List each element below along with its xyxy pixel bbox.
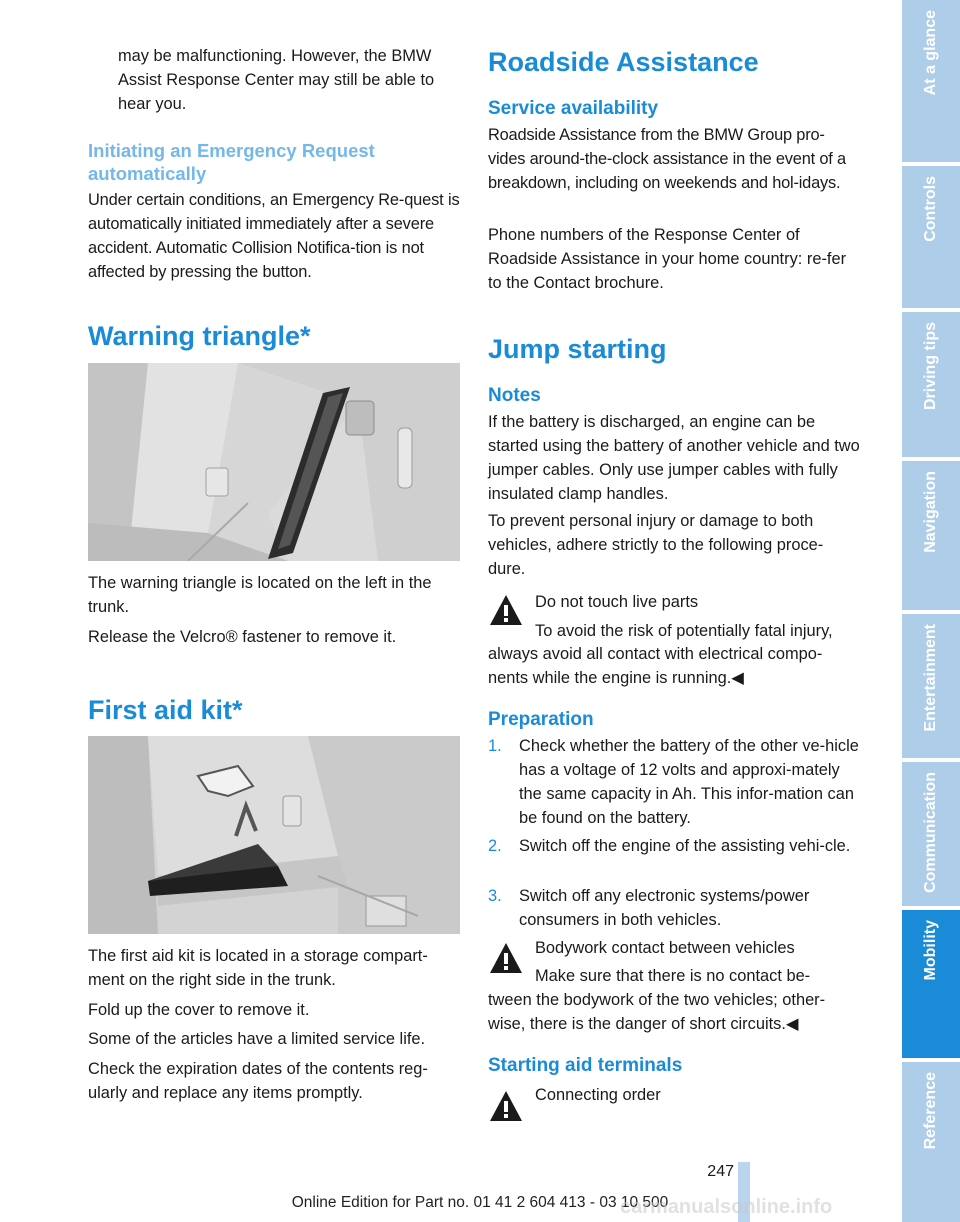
- tab-reference[interactable]: Reference: [902, 1062, 960, 1222]
- step-number: 2.: [488, 837, 502, 855]
- warning-1-text: always avoid all contact with electrical compo-nents while the engine is running.◀: [488, 645, 823, 687]
- first-aid-fold: Fold up the cover to remove it.: [88, 1001, 310, 1019]
- watermark: carmanualsonline.info: [620, 1196, 833, 1218]
- emergency-request-heading: Initiating an Emergency Request automatically: [88, 140, 375, 184]
- step-text: Switch off the engine of the assisting vehi-cle.: [519, 837, 851, 855]
- step-number: 3.: [488, 887, 502, 905]
- warning-icon: [488, 592, 524, 628]
- tab-driving-tips[interactable]: Driving tips: [902, 312, 960, 457]
- warning-icon: [488, 1088, 524, 1124]
- service-availability-paragraph: Roadside Assistance from the BMW Group pro-vides around-the-clock assistance in the event of a breakdown, including on weekends and hol-idays.: [488, 126, 846, 192]
- jump-starting-heading: Jump starting: [488, 334, 667, 364]
- notes-heading: Notes: [488, 385, 541, 406]
- warning-3-title: Connecting order: [535, 1086, 661, 1104]
- warning-triangle-heading: Warning triangle*: [88, 321, 311, 351]
- step-number: 1.: [488, 737, 502, 755]
- preparation-heading: Preparation: [488, 709, 594, 730]
- tab-mobility[interactable]: Mobility: [902, 910, 960, 1058]
- notes-paragraph-1: If the battery is discharged, an engine can be started using the battery of another vehicle and two jumper cables. Only use jumper cables with fully insulated clamp handles.: [488, 413, 860, 503]
- first-aid-photo: [88, 736, 460, 934]
- step-text: Switch off any electronic systems/power consumers in both vehicles.: [519, 887, 810, 929]
- warning-1-line: To avoid the risk of potentially fatal injury,: [535, 622, 833, 640]
- warning-icon: [488, 940, 524, 976]
- first-aid-service-life: Some of the articles have a limited service life.: [88, 1030, 426, 1048]
- warning-2-text: tween the bodywork of the two vehicles; other-wise, there is the danger of short circuits.◀: [488, 991, 826, 1033]
- warning-triangle-release: Release the Velcro® fastener to remove it.: [88, 628, 397, 646]
- notes-paragraph-2: To prevent personal injury or damage to both vehicles, adhere strictly to the following proce-dure.: [488, 512, 824, 578]
- step-text: Check whether the battery of the other ve-hicle has a voltage of 12 volts and approxi-mately the same capacity in Ah. This infor-mation can be found on the battery.: [519, 737, 859, 827]
- warning-1-title: Do not touch live parts: [535, 593, 699, 611]
- service-availability-heading: Service availability: [488, 98, 659, 119]
- continued-paragraph: may be malfunctioning. However, the BMW Assist Response Center may still be able to hear you.: [118, 47, 435, 113]
- list-item: [488, 734, 860, 830]
- roadside-heading: Roadside Assistance: [488, 47, 759, 77]
- warning-triangle-location: The warning triangle is located on the left in the trunk.: [88, 574, 432, 616]
- tab-controls[interactable]: Controls: [902, 166, 960, 308]
- chapter-sidebar: [902, 0, 960, 1222]
- page-number: 247: [707, 1163, 734, 1180]
- first-aid-heading: First aid kit*: [88, 695, 243, 725]
- tab-entertainment[interactable]: Entertainment: [902, 614, 960, 758]
- emergency-request-paragraph: Under certain conditions, an Emergency Re-quest is automatically initiated immediately after a severe accident. Automatic Collision Notifica-tion is not affected by pressing the button.: [88, 191, 460, 281]
- list-item: [488, 834, 860, 882]
- tab-at-a-glance[interactable]: At a glance: [902, 0, 960, 162]
- warning-triangle-photo: [88, 363, 460, 561]
- tab-navigation[interactable]: Navigation: [902, 461, 960, 610]
- first-aid-location: The first aid kit is located in a storage compart-ment on the right side in the trunk.: [88, 947, 428, 989]
- list-item: [488, 884, 860, 932]
- first-aid-expiration: Check the expiration dates of the contents reg-ularly and replace any items promptly.: [88, 1060, 428, 1102]
- tab-communication[interactable]: Communication: [902, 762, 960, 906]
- warning-2-title: Bodywork contact between vehicles: [535, 939, 795, 957]
- edition-footer: Online Edition for Part no. 01 41 2 604 413 - 03 10 500: [291, 1194, 669, 1211]
- warning-2-line: Make sure that there is no contact be-: [535, 967, 811, 985]
- starting-aid-terminals-heading: Starting aid terminals: [488, 1055, 683, 1076]
- response-center-paragraph: Phone numbers of the Response Center of Roadside Assistance in your home country: re-fer to the Contact brochure.: [488, 226, 847, 292]
